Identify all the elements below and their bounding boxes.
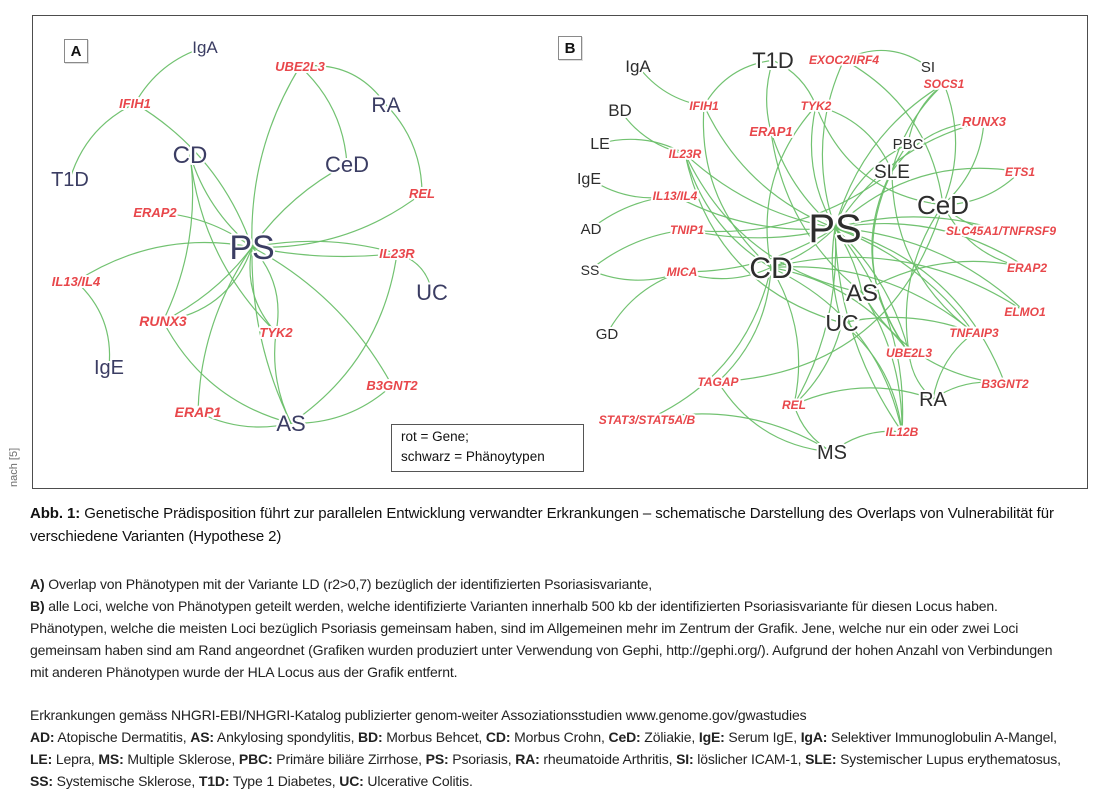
description-a xyxy=(30,573,1072,595)
gene-node-label: MICA xyxy=(666,265,698,279)
gene-node-label: RUNX3 xyxy=(961,114,1007,129)
phenotype-node-label: SI xyxy=(920,59,936,76)
abbreviation-definition: Atopische Dermatitis, xyxy=(54,729,191,745)
gene-node-label: IL13/IL4 xyxy=(652,189,698,203)
figure-caption xyxy=(30,502,1072,548)
network-edge xyxy=(163,155,193,322)
phenotype-node-label: RA xyxy=(371,94,401,117)
phenotype-node-label: IgE xyxy=(576,171,602,188)
phenotype-node-label: BD xyxy=(608,101,632,120)
legend-line-genes: rot = Gene; xyxy=(401,429,469,444)
phenotype-node-label: CeD xyxy=(916,190,970,220)
phenotype-node-label: SLE xyxy=(874,162,910,183)
abbreviation-definition: Multiple Sklerose, xyxy=(123,751,239,767)
gene-node-label: ETS1 xyxy=(1004,165,1036,179)
caption-column xyxy=(30,502,1072,792)
abbreviation-term: BD: xyxy=(358,729,383,745)
abbreviation-definition: Psoriasis, xyxy=(448,751,516,767)
network-edge xyxy=(908,84,944,144)
gene-node-label: TAGAP xyxy=(697,375,739,389)
gene-node-label: B3GNT2 xyxy=(981,377,1029,391)
phenotype-node-label: AS xyxy=(276,411,306,436)
abbreviation-term: SS: xyxy=(30,773,53,789)
phenotype-node-label: T1D xyxy=(51,169,89,191)
phenotype-node-label: PS xyxy=(229,229,275,267)
abbreviation-term: RA: xyxy=(515,751,540,767)
gene-node-label: TYK2 xyxy=(800,99,832,113)
network-edge xyxy=(252,193,422,247)
phenotype-node-label: CD xyxy=(749,252,793,285)
legend-box xyxy=(391,424,584,472)
network-edge xyxy=(771,268,799,405)
gene-node-label: UBE2L3 xyxy=(275,59,325,74)
phenotype-node-label: UC xyxy=(825,310,859,336)
gene-node-label: ERAP1 xyxy=(749,124,793,139)
gene-node-label: UBE2L3 xyxy=(885,346,933,360)
abbreviation-term: AD: xyxy=(30,729,55,745)
abbreviation-list xyxy=(30,726,1072,792)
gene-node-label: IL23R xyxy=(379,246,415,261)
abbreviation-term: AS: xyxy=(190,729,214,745)
description-b-text: alle Loci, welche von Phänotypen geteilt werden, welche identifizierte Varianten innerhalb 500 kb der identifizierten Psoriasisvariante für diesen Locus haben. Phänotypen, welche die meisten Loci bezüglich Psoriasis gemeinsam haben, sind im Allgemeinen mehr im Zentrum der Grafik. Jene, welche nur ein oder zwei Loci gemeinsam haben sind am Rand angeordnet (Grafiken wurden produziert unter Verwendung von Gephi, http://gephi.org/). Aufgrund der hohen Anzahl von Verbindungen mit anderen Phänotypen wurde der HLA Locus aus der Grafik entfernt. xyxy=(30,598,1053,680)
source-catalog-line: Erkrankungen gemäss NHGRI-EBI/NHGRI-Katalog publizierter genom-weiter Assoziationsstudien www.genome.gov/gwastudies xyxy=(30,707,807,723)
gene-node-label: TYK2 xyxy=(259,325,293,340)
network-edge xyxy=(135,103,252,247)
gene-node-label: ELMO1 xyxy=(1004,305,1046,319)
legend-line-phenotypes: schwarz = Phänoytypen xyxy=(401,449,545,464)
gene-node-label: TNIP1 xyxy=(669,223,705,237)
figure-caption-text: Genetische Prädisposition führt zur parallelen Entwicklung verwandter Erkrankungen – schematische Darstellung des Overlaps von Vulnerabilität für verschiedene Varianten (Hypothese 2) xyxy=(30,505,1054,545)
abbreviation-term: IgA: xyxy=(800,729,828,745)
phenotype-node-label: PBC xyxy=(892,136,924,153)
abbreviation-term: LE: xyxy=(30,751,53,767)
network-edge xyxy=(76,281,110,367)
network-edge xyxy=(252,247,392,385)
network-edge xyxy=(275,332,291,423)
gene-node-label: IL12B xyxy=(885,425,919,439)
gene-node-label: IFIH1 xyxy=(119,96,151,111)
phenotype-node-label: SS xyxy=(580,262,600,278)
abbreviation-term: SLE: xyxy=(805,751,837,767)
description-b-label: B) xyxy=(30,598,45,614)
abbreviation-term: T1D: xyxy=(198,773,230,789)
network-edge xyxy=(386,105,422,194)
gene-node-label: REL xyxy=(409,186,435,201)
description-b xyxy=(30,595,1072,683)
network-edge xyxy=(943,84,956,205)
abbreviation-definition: Lepra, xyxy=(52,751,99,767)
abbreviation-definition: Selektiver Immunoglobulin A-Mangel, xyxy=(827,729,1057,745)
gene-node-label: ERAP1 xyxy=(174,404,222,420)
gene-node-label: STAT3/STAT5A/B xyxy=(598,413,696,427)
abbreviation-definition: Serum IgE, xyxy=(724,729,801,745)
abbreviation-definition: Ulcerative Colitis. xyxy=(363,773,473,789)
network-edge xyxy=(892,84,944,172)
gene-node-label: B3GNT2 xyxy=(366,378,418,393)
network-edge xyxy=(842,323,902,432)
phenotype-node-label: RA xyxy=(919,389,947,411)
network-edge xyxy=(771,257,1025,311)
abbreviation-definition: rheumatoide Arthritis, xyxy=(539,751,677,767)
abbreviation-term: SI: xyxy=(676,751,694,767)
abbreviation-definition: Zöliakie, xyxy=(640,729,699,745)
gene-node-label: IL23R xyxy=(668,147,702,161)
description-a-label: A) xyxy=(30,576,45,592)
phenotype-node-label: IgA xyxy=(192,38,218,57)
abbreviation-term: CeD: xyxy=(608,729,641,745)
network-edge xyxy=(291,253,397,423)
gene-node-label: EXOC2/IRF4 xyxy=(808,53,880,67)
figure-caption-label: Abb. 1: xyxy=(30,505,81,522)
abbreviation-term: CD: xyxy=(485,729,511,745)
abbreviation-definition: Morbus Crohn, xyxy=(510,729,609,745)
network-edge xyxy=(252,66,300,247)
abbreviation-definition: löslicher ICAM-1, xyxy=(693,751,806,767)
abbreviation-definition: Primäre biliäre Zirrhose, xyxy=(272,751,426,767)
figure-description xyxy=(30,573,1072,683)
phenotype-node-label: CD xyxy=(172,142,208,169)
phenotype-node-label: LE xyxy=(590,136,610,153)
network-edge xyxy=(862,261,1027,292)
network-edge xyxy=(822,60,844,228)
gene-node-label: SLC45A1/TNFRSF9 xyxy=(945,224,1057,238)
figure-footnote xyxy=(30,704,1072,792)
gene-node-label: IFIH1 xyxy=(689,99,719,113)
network-edge xyxy=(794,388,933,405)
abbreviation-definition: Ankylosing spondylitis, xyxy=(213,729,359,745)
network-edge xyxy=(198,247,252,412)
abbreviation-term: IgE: xyxy=(698,729,725,745)
phenotype-node-label: IgA xyxy=(625,57,651,76)
phenotype-node-label: PS xyxy=(808,207,862,251)
phenotype-node-label: GD xyxy=(595,326,619,343)
network-edge xyxy=(718,382,832,452)
network-edge xyxy=(70,103,135,179)
panel-a-label: A xyxy=(64,39,88,63)
description-a-text: Overlap von Phänotypen mit der Variante LD (r2>0,7) bezüglich der identifizierten Psoriasisvariante, xyxy=(48,576,653,592)
abbreviation-definition: Morbus Behcet, xyxy=(382,729,486,745)
gene-node-label: RUNX3 xyxy=(139,313,187,329)
abbreviation-definition: Systemischer Lupus erythematosus, xyxy=(836,751,1061,767)
phenotype-node-label: CeD xyxy=(324,152,370,177)
phenotype-node-label: MS xyxy=(817,442,847,464)
abbreviation-definition: Type 1 Diabetes, xyxy=(229,773,340,789)
abbreviation-term: PBC: xyxy=(238,751,273,767)
gene-node-label: ERAP2 xyxy=(133,205,177,220)
phenotype-node-label: T1D xyxy=(752,48,794,73)
gene-node-label: TNFAIP3 xyxy=(949,326,999,340)
gene-node-label: IL13/IL4 xyxy=(51,274,101,289)
network-edge xyxy=(76,242,252,281)
network-edge xyxy=(300,66,347,164)
network-edge xyxy=(607,272,682,334)
phenotype-node-label: AS xyxy=(845,280,879,307)
abbreviation-definition: Systemische Sklerose, xyxy=(52,773,199,789)
phenotype-node-label: IgE xyxy=(93,357,125,379)
gene-node-label: REL xyxy=(782,398,806,412)
abbreviation-term: MS: xyxy=(98,751,124,767)
gene-node-label: SOCS1 xyxy=(923,77,965,91)
network-edge xyxy=(647,268,771,420)
phenotype-node-label: UC xyxy=(416,280,448,305)
abbreviation-term: UC: xyxy=(339,773,364,789)
gene-node-label: ERAP2 xyxy=(1006,261,1048,275)
phenotype-node-label: AD xyxy=(580,221,602,238)
panel-b-label: B xyxy=(558,36,582,60)
abbreviation-term: PS: xyxy=(425,751,449,767)
source-note: nach [5] xyxy=(8,447,20,487)
